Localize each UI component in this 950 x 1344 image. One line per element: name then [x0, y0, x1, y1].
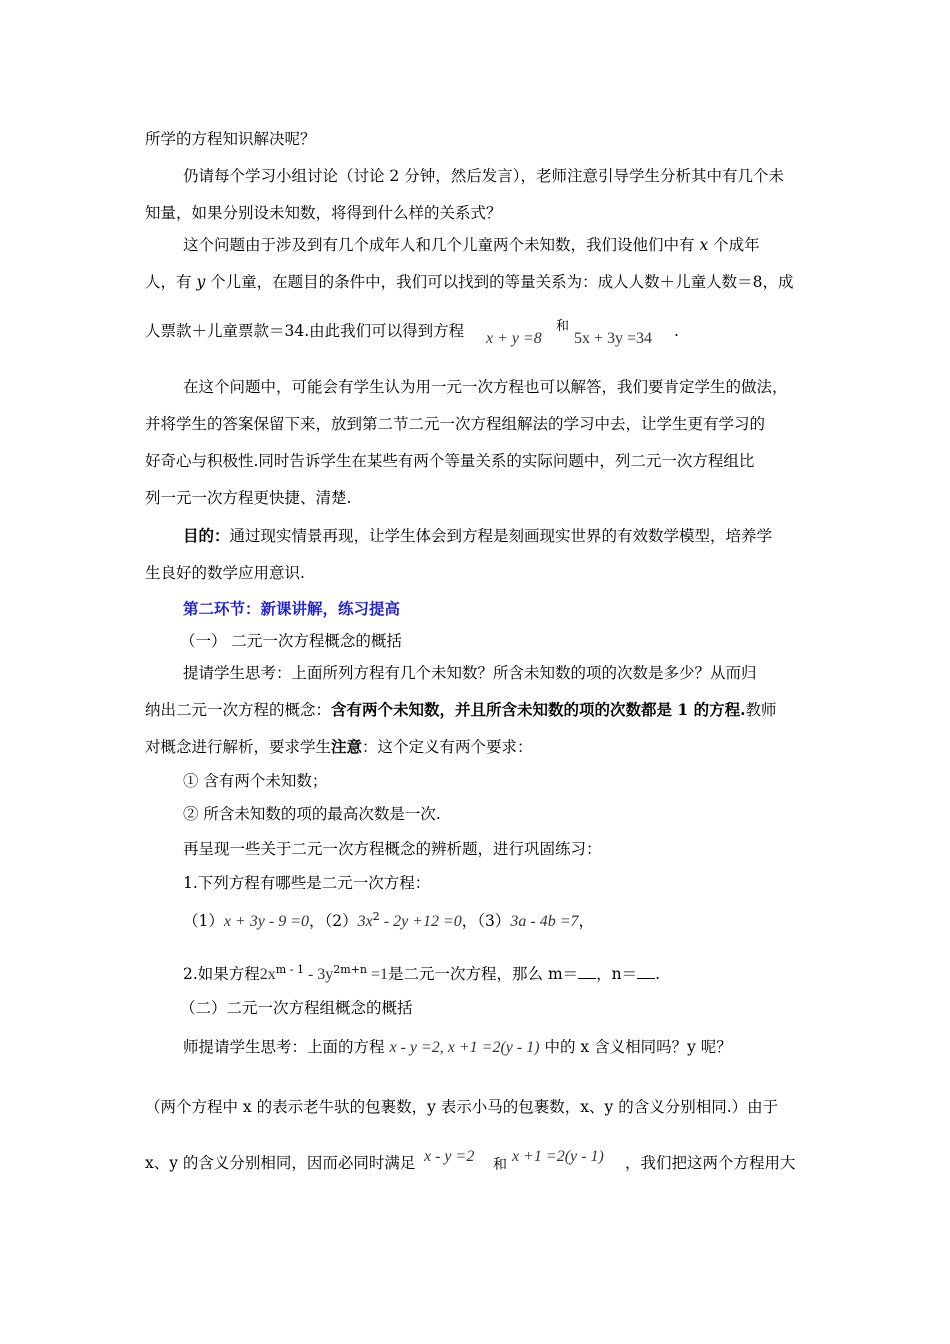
- text-line: 师提请学生思考：上面的方程 x - y =2, x +1 =2(y - 1) 中的 x 含义相同吗？y 呢？: [183, 1038, 732, 1056]
- text-line: 生良好的数学应用意识.: [145, 564, 305, 582]
- text-line: 列一元一次方程更快捷、清楚.: [145, 489, 352, 507]
- text-line: 在这个问题中，可能会有学生认为用一元一次方程也可以解答，我们要肯定学生的做法，: [183, 378, 788, 396]
- text-line: 纳出二元一次方程的概念：含有两个未知数，并且所含未知数的项的次数都是 1 的方程.教师: [145, 700, 777, 719]
- text-line: 知量，如果分别设未知数，将得到什么样的关系式？: [145, 204, 502, 222]
- text-line: 仍请每个学习小组讨论（讨论 2 分钟，然后发言），老师注意引导学生分析其中有几个未: [183, 167, 784, 185]
- equation: x - y =2: [424, 1148, 475, 1165]
- text-and: 和: [493, 1157, 507, 1173]
- equation: 5x + 3y =34: [574, 330, 653, 347]
- section-heading: 第二环节：新课讲解，练习提高: [183, 599, 401, 618]
- blank-n: [637, 964, 655, 979]
- exercise-options: （1）x + 3y - 9 =0，$(2)3x^2 - 2y +12 =0$，（3）3a - 4b =7，: [183, 910, 595, 930]
- text-line: 人票款＋儿童票款＝34.由此我们可以得到方程: [145, 322, 465, 340]
- equation: x + y =8: [486, 330, 542, 347]
- text-line: 提请学生思考：上面所列方程有几个未知数？所含未知数的项的次数是多少？从而归: [183, 664, 757, 682]
- list-item: ② 所含未知数的项的最高次数是一次.: [183, 805, 441, 823]
- text-line: 这个问题由于涉及到有几个成年人和几个儿童两个未知数，我们设他们中有 x 个成年: [183, 236, 760, 254]
- text-line: x、y 的含义分别相同，因而必同时满足: [145, 1154, 416, 1172]
- text-line: 人，有 y 个儿童，在题目的条件中，我们可以找到的等量关系为：成人人数＋儿童人数＝8，成: [145, 273, 794, 291]
- text-line: 并将学生的答案保留下来，放到第二节二元一次方程组解法的学习中去，让学生更有学习的: [145, 415, 766, 433]
- exercise-2: 2.如果方程$2x^{m - 1} - 3y^{2m+n} =1$是二元一次方程，那么 m＝ ，n＝ .: [183, 963, 661, 983]
- text-line: ，我们把这两个方程用大: [625, 1154, 796, 1172]
- text-line: 对概念进行解析，要求学生注意：这个定义有两个要求：: [145, 737, 533, 756]
- text-line: 所学的方程知识解决呢？: [145, 130, 316, 148]
- subsection-heading: （一） 二元一次方程概念的概括: [180, 632, 402, 650]
- blank-m: [578, 964, 596, 979]
- text-line: （两个方程中 x 的表示老牛驮的包裹数，y 表示小马的包裹数，x、y 的含义分别相同.）由于: [145, 1098, 779, 1116]
- subsection-heading: （二）二元一次方程组概念的概括: [180, 999, 413, 1017]
- text-and: 和: [556, 319, 570, 334]
- text-line: 1.下列方程有哪些是二元一次方程：: [183, 874, 431, 892]
- text-period: .: [674, 322, 679, 340]
- text-line: 好奇心与积极性.同时告诉学生在某些有两个等量关系的实际问题中，列二元一次方程组比: [145, 452, 755, 470]
- list-item: ① 含有两个未知数；: [183, 772, 328, 790]
- equation: x +1 =2(y - 1): [512, 1148, 604, 1165]
- text-line: 目的：通过现实情景再现，让学生体会到方程是刻画现实世界的有效数学模型，培养学: [183, 526, 773, 545]
- text-line: 再呈现一些关于二元一次方程概念的辨析题，进行巩固练习：: [183, 840, 602, 858]
